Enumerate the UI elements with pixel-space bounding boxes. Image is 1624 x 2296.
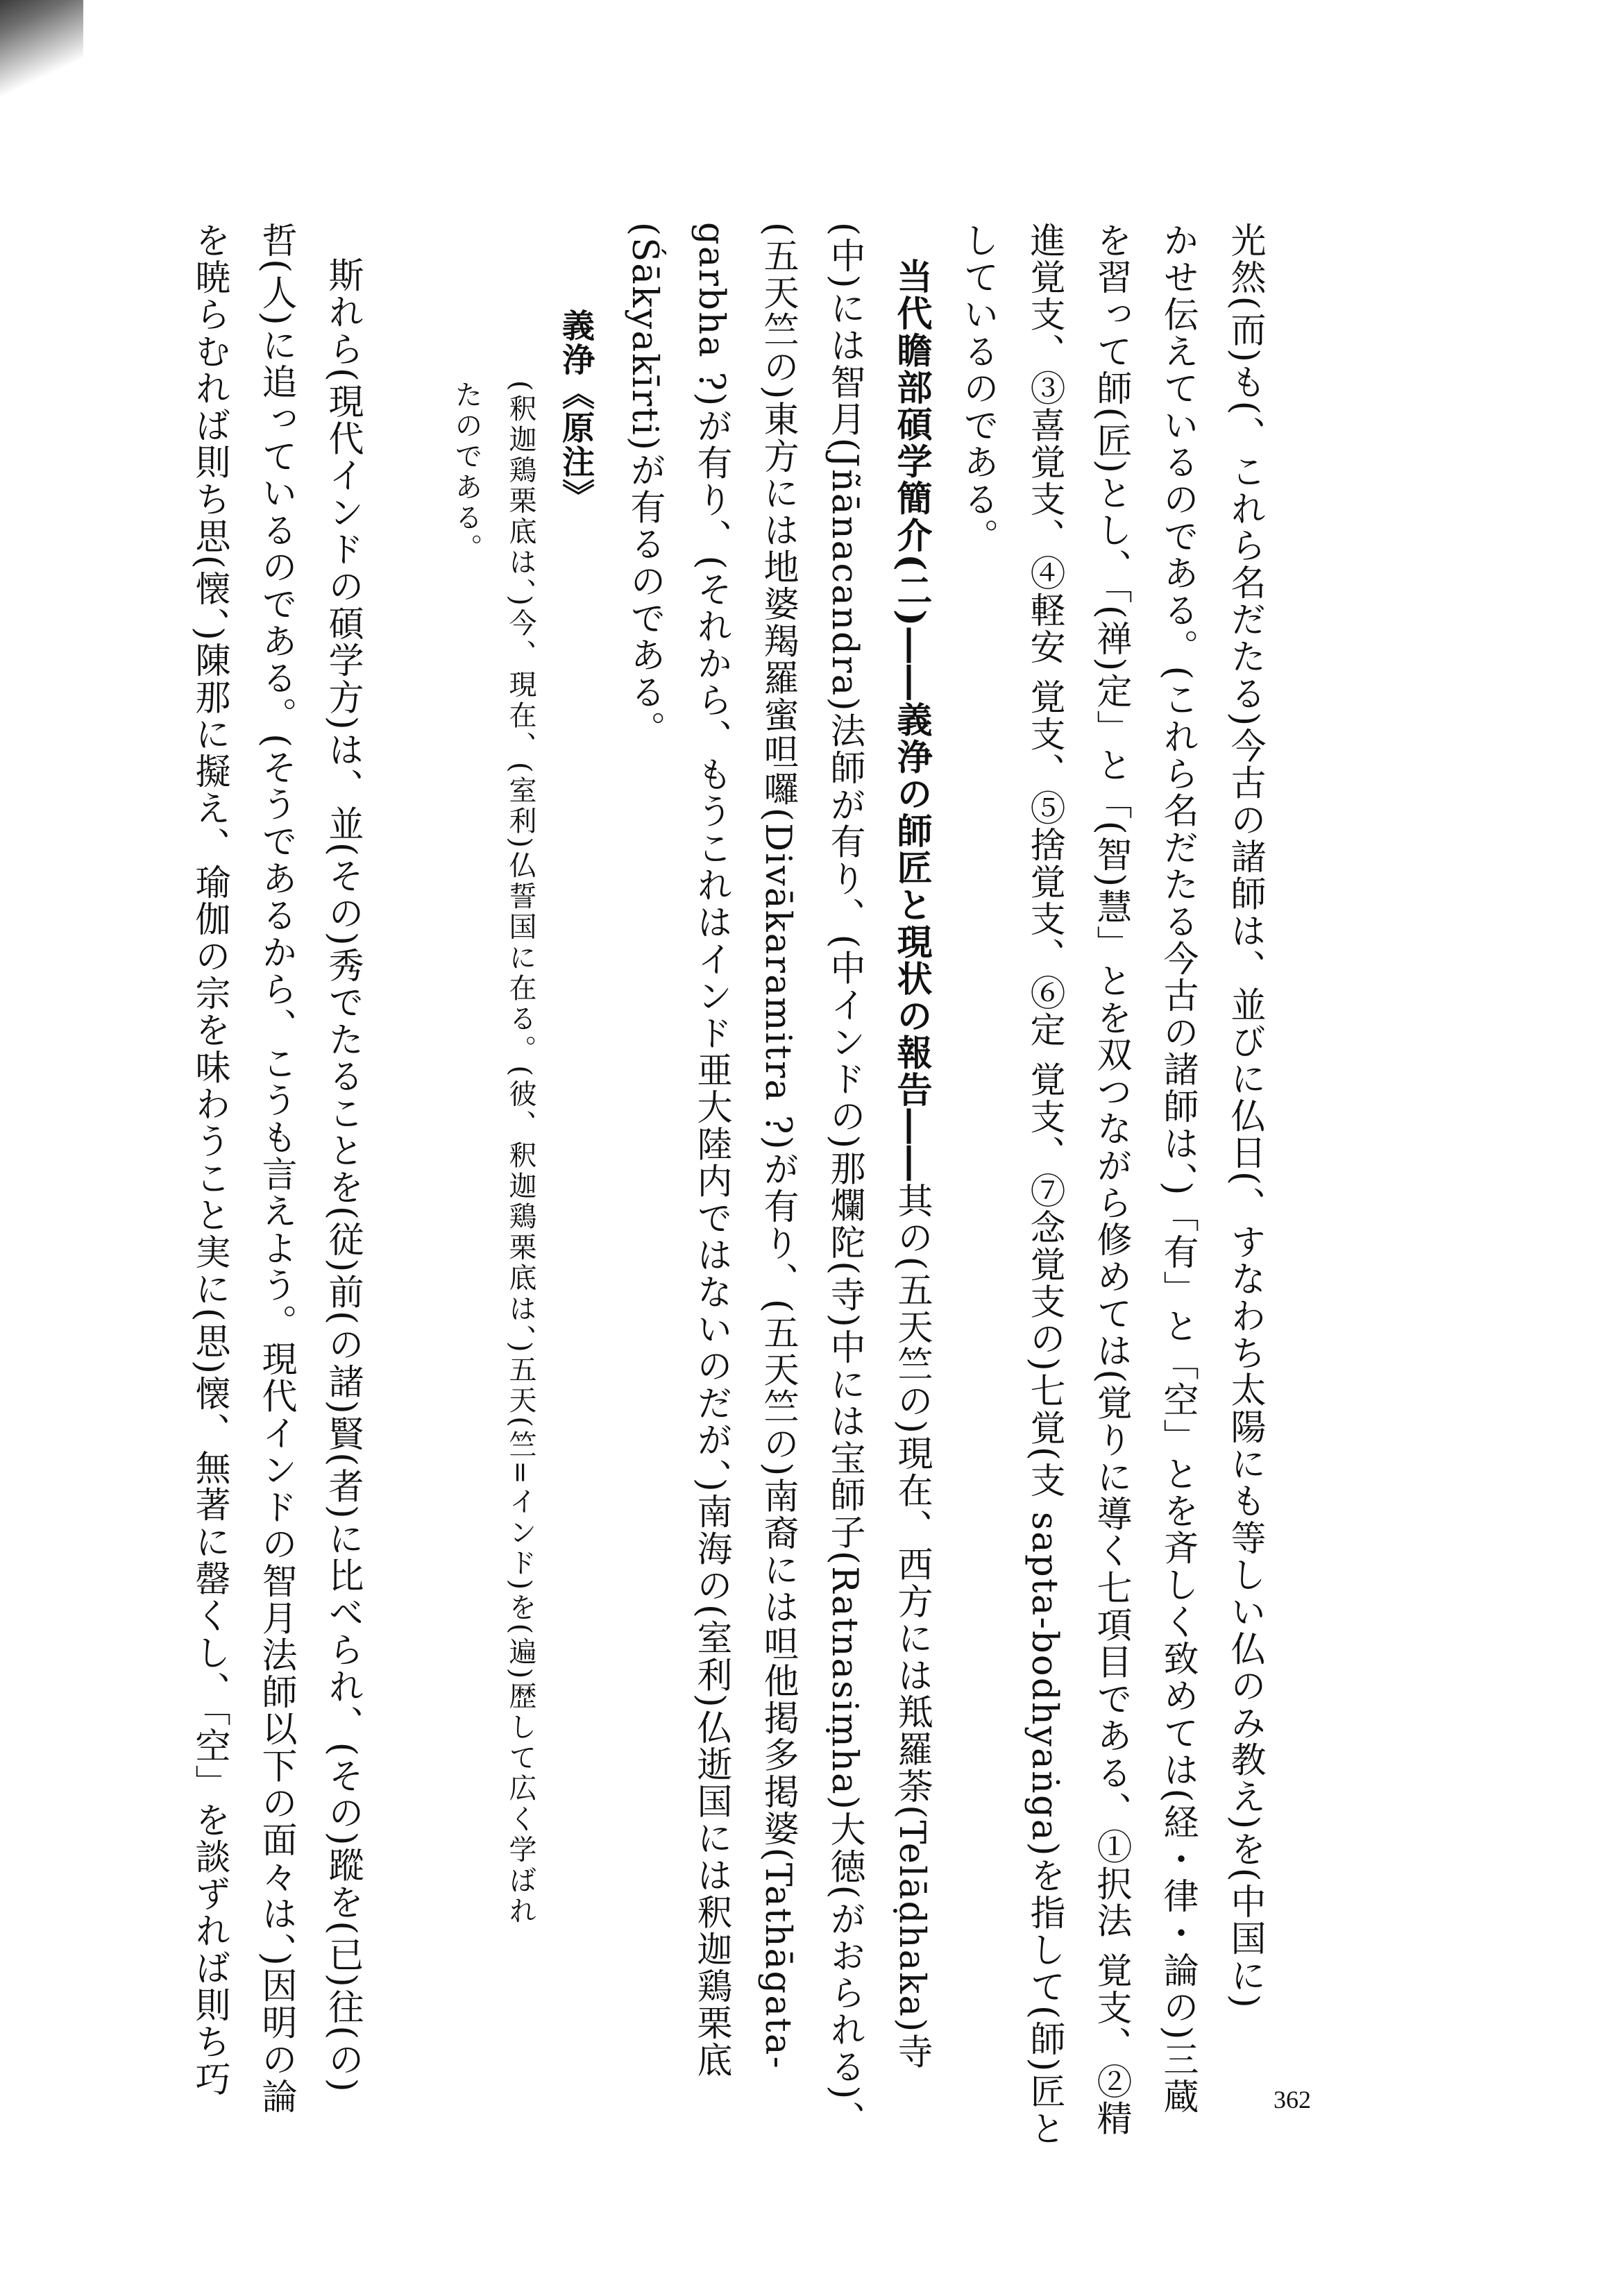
- section-heading-line: [890, 258, 932, 2070]
- text-line-13: 哲(人)に追っているのである。(そうであるから、こうも言えよう。現代インドの智月法師以下の面々は、)因明の論: [255, 222, 296, 2116]
- text-line-8: (五天竺の)東方には地婆羯羅蜜呾囉(Divākaramitra ?)が有り、(五天竺の)南裔には呾他掲多掲婆(Tathāgata-: [757, 222, 798, 2070]
- text-line-2: かせ伝えているのである。(これら名だたる今古の諸師は、)「有」と「空」とを斉しく致めては(経・律・論の)三蔵: [1157, 222, 1198, 2116]
- scan-shadow: [0, 0, 83, 139]
- text-line-4: 進覚支、③喜覚支、④軽安 覚支、⑤捨覚支、⑥定 覚支、⑦念覚支の)七覚(支 sapta-bodhyaṅga)を指して(師)匠と: [1024, 222, 1065, 2148]
- text-line-1: 光然(而)も(、これら名だたる)今古の諸師は、並びに仏日(、すなわち太陽にも等しい仏のみ教え)を(中国に): [1224, 222, 1265, 2010]
- note-text: (釈迦鶏栗底は、)今、現在、(室利)仏誓国に在る。(彼、釈迦鶏栗底は、)五天(竺=インド)を(遍)歴して広く学ばれ: [505, 380, 536, 1927]
- page-number: 362: [1274, 2086, 1311, 2114]
- text-line-3: を習って師(匠)とし、「(禅)定」と「(智)慧」とを双つながら修めては(覚りに導く七項目である、①択法 覚支、②精: [1090, 222, 1131, 2138]
- text-line-7: (中)には智月(Jñānacandra)法師が有り、(中インドの)那爛陀(寺)中には宝師子(Ratnasiṃha)大徳(がおられる)、: [824, 222, 865, 2138]
- section-heading: 当代瞻部碩学簡介(二)――義浄の師匠と現状の報告――: [890, 258, 932, 1183]
- text-line-9: garbha ?)が有り、(それから、もうこれはインド亜大陸内ではないのだが、)南海の(室利)仏逝国には釈迦鶏栗底: [691, 222, 731, 2079]
- note-title: 義浄《原注》: [557, 309, 595, 513]
- heading-line-text: 其の(五天竺の)現在、西方には羝羅荼(Telāḍhaka)寺: [891, 1182, 932, 2070]
- note-text-end: たのである。: [450, 380, 482, 565]
- text-line-12: 斯れら(現代インドの碩学方)は、並(その)秀でたることを(従)前(の諸)賢(者)に比べられ、(その)蹤を(已)往(の): [322, 257, 363, 2094]
- text-line-10: (Śākyakīrti)が有るのである。: [624, 222, 665, 748]
- text-line-14: を暁らむれば則ち思(懐、)陳那に擬え、瑜伽の宗を味わうこと実に(思)懐、無著に罄くし、「空」を談ずれば則ち巧: [189, 222, 230, 2098]
- text-line-5: しているのである。: [957, 222, 998, 555]
